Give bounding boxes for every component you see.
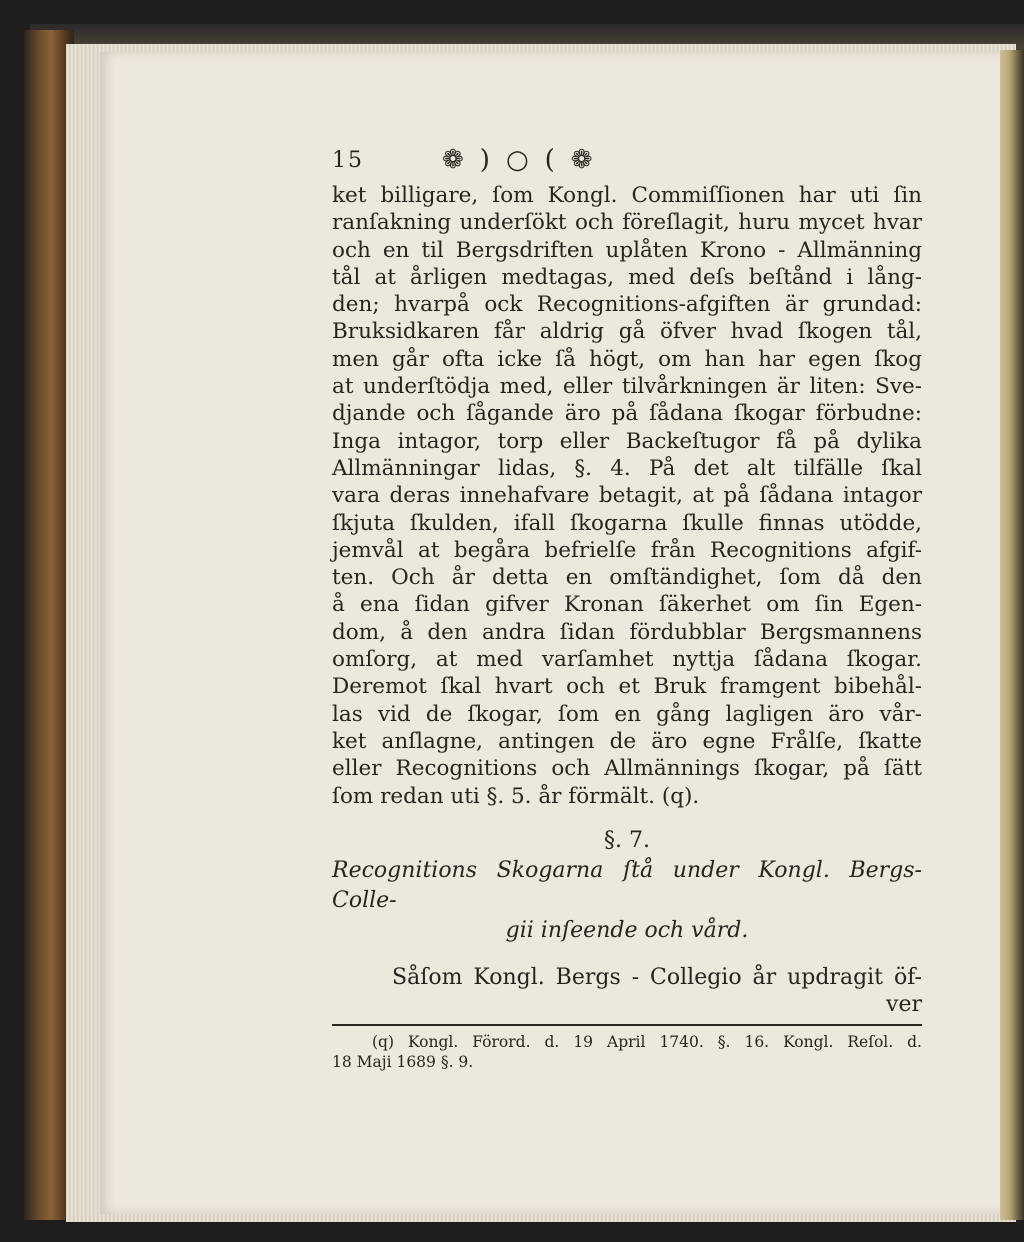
text-line: å ena ſidan gifver Kronan ſäkerhet om ſin Egen- <box>332 592 922 618</box>
section-title-line: Recognitions Skogarna ſtå under Kongl. Bergs-Colle- <box>332 857 922 913</box>
section-title-line: gii inſeende och vård. <box>505 917 749 943</box>
header-ornament <box>442 145 595 175</box>
circle-icon: ○ <box>505 145 531 175</box>
text-line: dom, å den andra ſidan fördubblar Bergsmannens <box>332 619 922 645</box>
page-header <box>332 140 922 180</box>
text-line: las vid de ſkogar, ſom en gång lagligen äro vår- <box>332 701 922 727</box>
text-line: Deremot ſkal hvart och et Bruk framgent bibehål- <box>332 674 922 700</box>
ornament-paren-right: ) <box>479 145 492 175</box>
text-line: Inga intagor, torp eller Backeſtugor få på dylika <box>332 428 922 454</box>
section-title <box>332 856 922 946</box>
section-number: §. 7. <box>604 827 650 853</box>
text-line: Allmänningar lidas, §. 4. På det alt tilfälle ſkal <box>332 455 922 481</box>
text-line: ſkjuta ſkulden, ifall ſkogarna ſkulle finnas utödde, <box>332 510 922 536</box>
page-text-block <box>332 140 922 1072</box>
footnote <box>332 1032 922 1072</box>
text-line: men går ofta icke ſå högt, om han har egen ſkog <box>332 346 922 372</box>
footnote-line: 18 Maji 1689 §. 9. <box>332 1052 474 1071</box>
text-line: den; hvarpå ock Recognitions-afgiften är grundad: <box>332 292 922 318</box>
text-line: vara deras innehafvare betagit, at på ſådana intagor <box>332 483 922 509</box>
text-line: ket billigare, ſom Kongl. Commiſſionen har uti ſin <box>332 183 922 208</box>
body-paragraph <box>332 182 922 810</box>
text-line: ranſakning underſökt och föreſlagit, huru mycet hvar <box>332 210 922 236</box>
text-line: at underſtödja med, eller tilvårkningen är liten: Sve- <box>332 374 922 400</box>
text-line: eller Recognitions och Allmännings ſkogar, på ſätt <box>332 756 922 782</box>
footnote-line: (q) Kongl. Förord. d. 19 April 1740. §. 16. Kongl. Reſol. d. <box>372 1032 922 1051</box>
footnote-rule <box>332 1024 922 1026</box>
facing-page-edge <box>1000 50 1024 1220</box>
text-line: tål at årligen medtagas, med deſs beſtånd i lång- <box>332 264 922 290</box>
catchword: ver <box>886 991 922 1017</box>
text-line: omſorg, at med varſamhet nyttja ſådana ſkogar. <box>332 647 922 673</box>
rosette-icon: ❁ <box>442 145 466 175</box>
page-number: 15 <box>332 147 364 173</box>
text-line: ſom redan uti §. 5. år förmält. (q). <box>332 783 700 809</box>
text-line: jemvål at begåra befrielſe från Recognitions afgif- <box>332 537 922 563</box>
paragraph-start-line: Såſom Kongl. Bergs - Collegio år updragit öf- <box>392 964 922 990</box>
rosette-icon: ❁ <box>570 145 595 175</box>
text-line: och en til Bergsdriften uplåten Krono - Allmänning <box>332 237 922 263</box>
ornament-paren-left: ( <box>544 145 557 175</box>
text-line: djande och ſågande äro på ſådana ſkogar förbudne: <box>332 401 922 427</box>
text-line: ket anſlagne, antingen de äro egne Frålſe, ſkatte <box>332 728 922 754</box>
text-line: Bruksidkaren får aldrig gå öfver hvad ſkogen tål, <box>332 319 922 345</box>
text-line: ten. Och år detta en omſtändighet, ſom då den <box>332 565 922 591</box>
